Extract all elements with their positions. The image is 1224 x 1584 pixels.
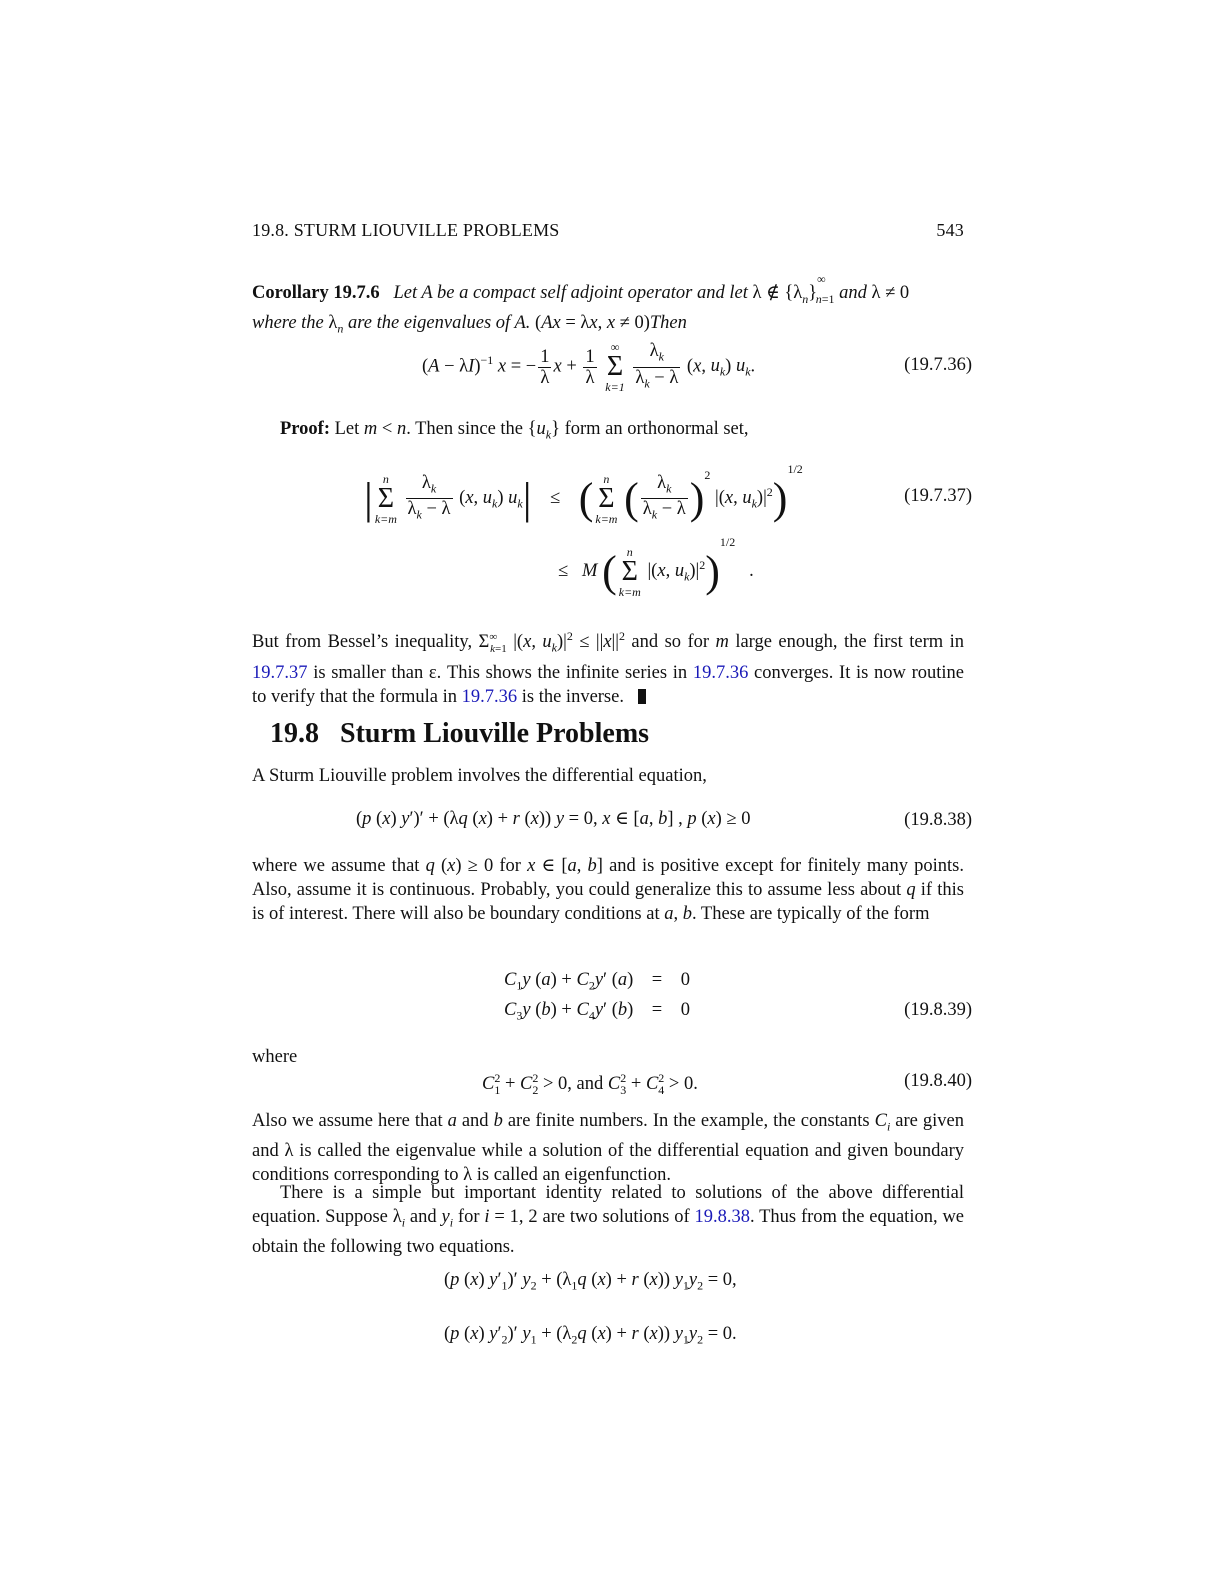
paragraph-bessel: But from Bessel’s inequality, $\Sigma^\infty_{k=1}$ |(x, $u_k)|^2 \le ||x||^2$ and so for m large enough, the first term in 19.7.37 is smaller than ε. This shows the infinite series in 19.7.36 converges. It is now routine to verify that the formula in 19.7.36 is the inverse. [252, 629, 965, 707]
equation-19-7-37-line1: | n Σ k=m $\frac{\lambda_k}{\lambda_k - \lambda}$ (x, $u_k$) $u_k|$ ≤ ( n Σ k=m ( $\frac{\lambda_k}{\lambda_k - \lambda}$ )$^2$ |(x, $u_k)|^2)^{1/2}$ [364, 462, 803, 526]
corollary-label: Corollary 19.7.6 [252, 283, 380, 304]
equation-19-8-38: (p (x) y′)′ + (λq (x) + r (x)) y = 0, x ∈ [a, b] , p (x) ≥ 0 [356, 809, 751, 829]
proof-label: Proof: [280, 419, 330, 439]
equation-19-8-39-line1: $C_1y$ $(a) + C_2y'$ (a) = 0 [504, 970, 690, 993]
where-label: where [252, 1047, 298, 1067]
qed-icon [638, 689, 646, 704]
equation-identity-2: (p (x) $y'_2)'$ $y_1 + (\lambda_2q$ (x) + r (x)) $y_1y_2 = 0$. [444, 1324, 737, 1347]
eq-number-19-7-37: (19.7.37) [904, 486, 972, 506]
eq-number-19-8-39: (19.8.39) [904, 1000, 972, 1020]
page-number: 543 [936, 220, 964, 240]
equation-19-8-39-line2: $C_3y$ $(b) + C_4y'$ (b) = 0 [504, 1000, 690, 1023]
link-19-7-36[interactable]: 19.7.36 [692, 662, 749, 683]
eq-number-19-8-38: (19.8.38) [904, 810, 972, 830]
equation-19-8-40: $C^2_1 + C^2_2 > 0$, and $C^2_3 + C^2_4 > 0$. [482, 1071, 698, 1097]
running-header: 19.8. STURM LIOUVILLE PROBLEMS [252, 220, 560, 240]
corollary-statement: Corollary 19.7.6 Let A be a compact self adjoint operator and let λ ∉ $\{\lambda_n\}^\infty_{n=1}$ and λ ≠ 0 where the $\lambda_n$ are the eigenvalues of A. (Ax = λx, x ≠ 0)Then [252, 272, 910, 336]
paragraph-assumptions: where we assume that q (x) ≥ 0 for x ∈ [a, b] and is positive except for finitely many points. Also, assume it is continuous. Probably, you could generalize this to assume less about q if this is of interest. There will also be boundary conditions at a, b. These are typically of the form [252, 856, 965, 924]
paragraph-eigen: Also we assume here that a and b are finite numbers. In the example, the constants $C_i$ are given and λ is called the eigenvalue while a solution of the differential equation and given boundary conditions corresponding to λ is called an eigenfunction. [252, 1111, 964, 1185]
proof-intro: Proof: Let m < n. Then since the $\{u_k\}$ form an orthonormal set, [280, 419, 749, 442]
link-19-7-37[interactable]: 19.7.37 [252, 662, 308, 683]
section-intro: A Sturm Liouville problem involves the differential equation, [252, 766, 707, 786]
link-19-8-38[interactable]: 19.8.38 [694, 1207, 750, 1227]
equation-19-7-37-line2: ≤ M ( n Σ k=m |(x, $u_k)|^2)^{1/2}$ . [558, 535, 754, 599]
eq-number-19-7-36: (19.7.36) [904, 355, 972, 375]
section-number: 19.8 [270, 718, 319, 749]
page [252, 0, 972, 1584]
equation-19-7-36: $(A - \lambda I)^{-1}$ x = − $\frac{1}{\lambda}$ x + $\frac{1}{\lambda}$ ∞ Σ k=1 $\frac{\lambda_k}{\lambda_k - \lambda}$ (x, $u_k$) $u_k$. [422, 340, 756, 394]
eq-number-19-8-40: (19.8.40) [904, 1071, 972, 1091]
section-title: Sturm Liouville Problems [340, 718, 650, 749]
link-19-7-36-second[interactable]: 19.7.36 [461, 686, 518, 707]
paragraph-identity: There is a simple but important identity related to solutions of the above differential equation. Suppose $\lambda_i$ and $y_i$ for i = 1, 2 are two solutions of 19.8.38. Thus from the equation, we obtain the following two equations. [252, 1183, 965, 1257]
section-heading [270, 718, 649, 750]
equation-identity-1: (p (x) $y'_1)'$ $y_2 + (\lambda_1q$ (x) + r (x)) $y_1y_2 = 0$, [444, 1270, 737, 1293]
